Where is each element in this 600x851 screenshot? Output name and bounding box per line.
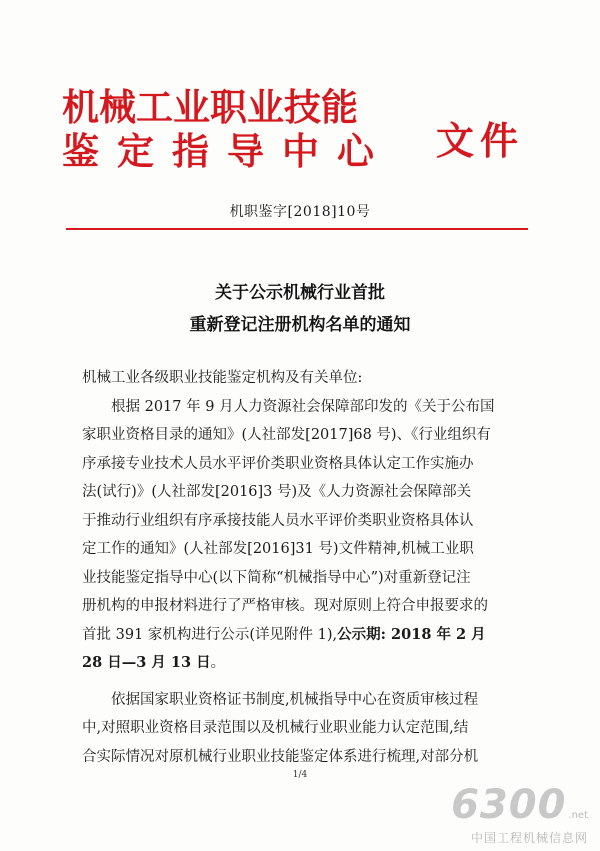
salutation: 机械工业各级职业技能鉴定机构及有关单位: <box>82 370 363 386</box>
notice-body <box>82 364 537 771</box>
publicity-period-dates: 28 日—3 月 13 日 <box>82 654 211 671</box>
paragraph-1-line: 法(试行)》(人社部发[2016]3 号)及《人力资源社会保障部关 <box>82 484 472 500</box>
paragraph-1-line: 根据 2017 年 9 月人力资源社会保障部印发的《关于公布国 <box>111 398 495 415</box>
paragraph-1-line: 定工作的通知》(人社部发[2016]31 号)文件精神,机械工业职 <box>82 541 474 557</box>
notice-title-line-1: 关于公示机械行业首批 <box>215 283 385 303</box>
paragraph-2-line: 合实际情况对原机械行业职业技能鉴定体系进行梳理,对部分机 <box>82 748 479 765</box>
paragraph-1-line <box>82 649 537 678</box>
attachment-reference: 首批 391 家机构进行公示(详见附件 1), <box>82 626 338 643</box>
watermark-logo: 6300 <box>451 782 567 828</box>
watermark-domain-suffix: .net <box>568 810 588 821</box>
paragraph-1-line: 业技能鉴定指导中心(以下简称“机械指导中心”)对重新登记注 <box>82 569 471 586</box>
sentence-end: 。 <box>210 655 226 671</box>
paragraph-1-line: 家职业资格目录的通知》(人社部发[2017]68 号)、《行业组织有 <box>82 427 491 443</box>
paragraph-1-line <box>82 621 537 650</box>
watermark-site-name: 中国工程机械信息网 <box>470 831 588 845</box>
paragraph-1-line: 于推动行业组织有序承接技能人员水平评价类职业资格具体认 <box>82 512 474 529</box>
page-number: 1/4 <box>292 770 308 780</box>
organization-name-line-1: 机械工业职业技能 <box>62 86 358 129</box>
header-divider <box>66 228 528 230</box>
paragraph-1-line: 序承接专业技术人员水平评价类职业资格具体认定工作实施办 <box>82 455 474 472</box>
paragraph-1-line: 册机构的申报材料进行了严格审核。现对原则上符合申报要求的 <box>82 598 488 614</box>
paragraph-2-line: 中,对照职业资格目录范围以及机械行业职业能力认定范围,结 <box>82 720 469 736</box>
paragraph-2-line: 依据国家职业资格证书制度,机械指导中心在资质审核过程 <box>111 691 479 708</box>
issuing-organization <box>62 86 392 174</box>
publicity-period-label: 公示期: 2018 年 2 月 <box>337 625 486 643</box>
site-watermark <box>451 782 588 846</box>
document-type-label: 文件 <box>436 119 525 163</box>
organization-name-line-2: 鉴定指导中心 <box>62 130 392 173</box>
document-number: 机职鉴字[2018]10号 <box>229 204 371 220</box>
notice-title-line-2: 重新登记注册机构名单的通知 <box>189 315 411 335</box>
